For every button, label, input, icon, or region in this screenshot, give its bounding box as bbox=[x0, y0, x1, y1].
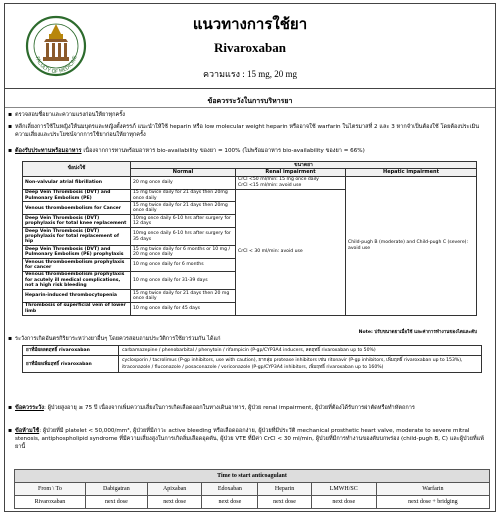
switch-cell: next dose bbox=[85, 496, 147, 509]
cell-renal: CrCl <50 ml/min: 15 mg once daily CrCl <15 ml/min: avoid use bbox=[236, 176, 346, 189]
th-normal: Normal bbox=[131, 169, 236, 176]
bullet-interaction: ▪ ระวังการเกิดอันตรกิริยาระหว่างยาอื่นๆ โดยควรสอบถามประวัติการใช้ยาร่วมกัน ได้แก่ bbox=[15, 335, 487, 343]
table-row bbox=[23, 176, 477, 189]
cell-text: carbamazepine / phenobarbital / phenytoin / rifampicin (P-gp/CYP3A4 inducers, ลดฤทธิ์ rivaroxaban up to 50%) bbox=[119, 346, 482, 356]
switch-header: From \ To bbox=[15, 483, 86, 496]
cell-indication: Heparin-induced thrombocytopenia bbox=[23, 290, 131, 303]
cell-indication: Non-valvular atrial fibrillation bbox=[23, 176, 131, 189]
cell-dose: 20 mg once daily bbox=[131, 176, 236, 189]
switch-header: LMWH/SC bbox=[311, 483, 376, 496]
drug-name: Rivaroxaban bbox=[214, 40, 286, 55]
bullet-caution bbox=[15, 404, 487, 412]
contra-text: : ผู้ป่วยที่มี platelet < 50,000/mm³, ผู้ป่วยที่มีภาวะ active bleeding หรือเลือดออกง่าย, ผู้ป่วยที่มีประวัติ mechanical prosthetic heart valve, moderate to severe mitral stenosis, antiphospholipid syndrome ที่มีความเสี่ยงสูงในการเกิดลิ่มเลือดอุดตัน, ผู้ป่วย VTE ที่มีค่า CrCl < 30 ml/min, ผู้ป่วยที่มีการทำงานของตับบกพร่อง (child-pugh B, C) และผู้ป่วยที่แพ้ยานี้ bbox=[15, 428, 484, 450]
cell-dose: 15 mg twice daily for 21 days then 20mg once daily bbox=[131, 202, 236, 215]
switch-cell: next dose + bridging bbox=[376, 496, 489, 509]
th-dose: ขนาดยา bbox=[131, 162, 477, 169]
cell-indication: Deep Vein Thrombosis (DVT) prophylaxis for total replacement of hip bbox=[23, 228, 131, 246]
cell-dose: 15 mg twice daily for 6 months or 10 mg / 20 mg once daily bbox=[131, 246, 236, 259]
bullet-contraindication bbox=[15, 427, 487, 451]
cell-indication: Deep Vein Thrombosis (DVT) and Pulmonary Embolism (PE) bbox=[23, 189, 131, 202]
caution-text: : ผู้ป่วยสูงอายุ ≥ 75 ปี เนื่องจากเพิ่มความเสี่ยงในการเกิดเลือดออกในทางเดินอาหาร, ผู้ป่วย renal impairment, ผู้ป่วยที่ต้องได้รับการผ่าตัดหรือทำหัตถการ bbox=[43, 405, 415, 411]
switch-header: Edoxaban bbox=[202, 483, 258, 496]
cell-renal: CrCl < 30 ml/min: avoid use bbox=[236, 189, 346, 315]
bullet-check-name: ▪ ตรวจสอบชื่อยาและความแรงก่อนให้ยาทุกครั้ง bbox=[15, 111, 487, 119]
switch-cell: Rivaroxaban bbox=[15, 496, 86, 509]
table-row bbox=[23, 346, 482, 356]
document-page bbox=[4, 3, 496, 512]
cell-indication: Venous thromboembolism prophylaxis for acutely ill medical complications, not a high risk bleeding bbox=[23, 271, 131, 289]
cell-dose: 10 mg once daily for 6 months bbox=[131, 259, 236, 272]
svg-text:FACULTY OF MEDICINE: FACULTY OF MEDICINE bbox=[33, 55, 79, 76]
bullet-food bbox=[15, 147, 487, 155]
cell-indication: Deep Vein Thrombosis (DVT) prophylaxis for total knee replacement bbox=[23, 215, 131, 228]
cell-dose: 10 mg once daily for 45 days bbox=[131, 302, 236, 315]
switch-header: Warfarin bbox=[376, 483, 489, 496]
cell-indication: Venous thromboembolism for Cancer bbox=[23, 202, 131, 215]
cell-hepatic: Child-pugh B (moderate) and Child-pugh C (severe): avoid use bbox=[346, 176, 477, 315]
switch-header: Heparin bbox=[258, 483, 311, 496]
drug-strength: ความแรง : 15 mg, 20 mg bbox=[202, 69, 298, 79]
bullet-pregnancy: ▪ หลีกเลี่ยงการใช้ในหญิงให้นมบุตรและหญิงตั้งครรภ์ แนะนำให้ใช้ heparin หรือ low molecular weight heparin หรืออาจใช้ warfarin ในไตรมาสที่ 2 และ 3 หากจำเป็นต้องใช้ โดยต้องประเมินความเสี่ยงและประโยชน์จากการใช้ยาก่อนให้ยาทุกครั้ง bbox=[15, 123, 487, 139]
food-label: ต้องรับประทานพร้อมอาหาร bbox=[15, 148, 82, 154]
cell-text: cyclosporin / tacrolimus (P-gp inhibitors, use with caution), ยากลุ่ม protease inhibitors เช่น ritonavir (P-gp inhibitors, เพิ่มฤทธิ์ rivaroxaban up to 153%), itraconazole / fluconazole / posaconazole / voriconazole (P-gp/CYP3A4 inhibitors, เพิ่มฤทธิ์ rivaroxaban up to 160%) bbox=[119, 356, 482, 373]
cell-label: ยาที่มีผลเพิ่มฤทธิ์ rivaroxaban bbox=[23, 356, 119, 373]
section-title: ข้อควรระวังในการบริหารยา bbox=[5, 96, 495, 108]
cell-dose: 10mg once daily 6-10 hrs after surgery for 35 days bbox=[131, 228, 236, 246]
document-header bbox=[5, 4, 495, 89]
switch-table bbox=[14, 469, 490, 509]
th-renal: Renal impairment bbox=[236, 169, 346, 176]
cell-label: ยาที่มีผลลดฤทธิ์ rivaroxaban bbox=[23, 346, 119, 356]
cell-dose: 10mg once daily 6-10 hrs after surgery for 12 days bbox=[131, 215, 236, 228]
food-text: เนื่องจากการทานพร้อมอาหาร bio-availability ของยา = 100% (ไม่พร้อมอาหาร bio-availability ของยา = 66%) bbox=[81, 148, 365, 154]
switch-header: Dabigatran bbox=[85, 483, 147, 496]
th-hepatic: Hepatic impairment bbox=[346, 169, 477, 176]
switch-cell: next dose bbox=[311, 496, 376, 509]
cell-indication: Deep Vein Thrombosis (DVT) and Pulmonary Embolism (PE) prophylaxis bbox=[23, 246, 131, 259]
cell-indication: Thrombosis of superficial vein of lower limb bbox=[23, 302, 131, 315]
cell-dose: 15 mg twice daily for 21 days then 20mg once daily bbox=[131, 189, 236, 202]
page-title: แนวทางการใช้ยา bbox=[192, 15, 308, 33]
switch-cell: next dose bbox=[258, 496, 311, 509]
cell-dose: 10 mg once daily for 31-39 days bbox=[131, 271, 236, 289]
switch-caption: Time to start anticoagulant bbox=[15, 470, 490, 483]
table-row bbox=[15, 496, 490, 509]
table-row bbox=[23, 356, 482, 373]
switch-cell: next dose bbox=[202, 496, 258, 509]
table-note: Note: ปรับขนาดยาเมื่อใช้ และค่าการทำงานของไตและตับ bbox=[358, 330, 477, 335]
th-indication: ข้อบ่งใช้ bbox=[23, 162, 131, 177]
contra-label: ข้อห้ามใช้ bbox=[15, 428, 40, 434]
cell-indication: Venous thromboembolism prophylaxis for cancer bbox=[23, 259, 131, 272]
switch-cell: next dose bbox=[147, 496, 202, 509]
caution-label: ข้อควรระวัง bbox=[15, 405, 44, 411]
switch-header: Apixaban bbox=[147, 483, 202, 496]
cell-dose: 15 mg twice daily for 21 days then 20 mg once daily bbox=[131, 290, 236, 303]
interaction-table bbox=[22, 345, 482, 373]
dosing-table bbox=[22, 161, 477, 316]
